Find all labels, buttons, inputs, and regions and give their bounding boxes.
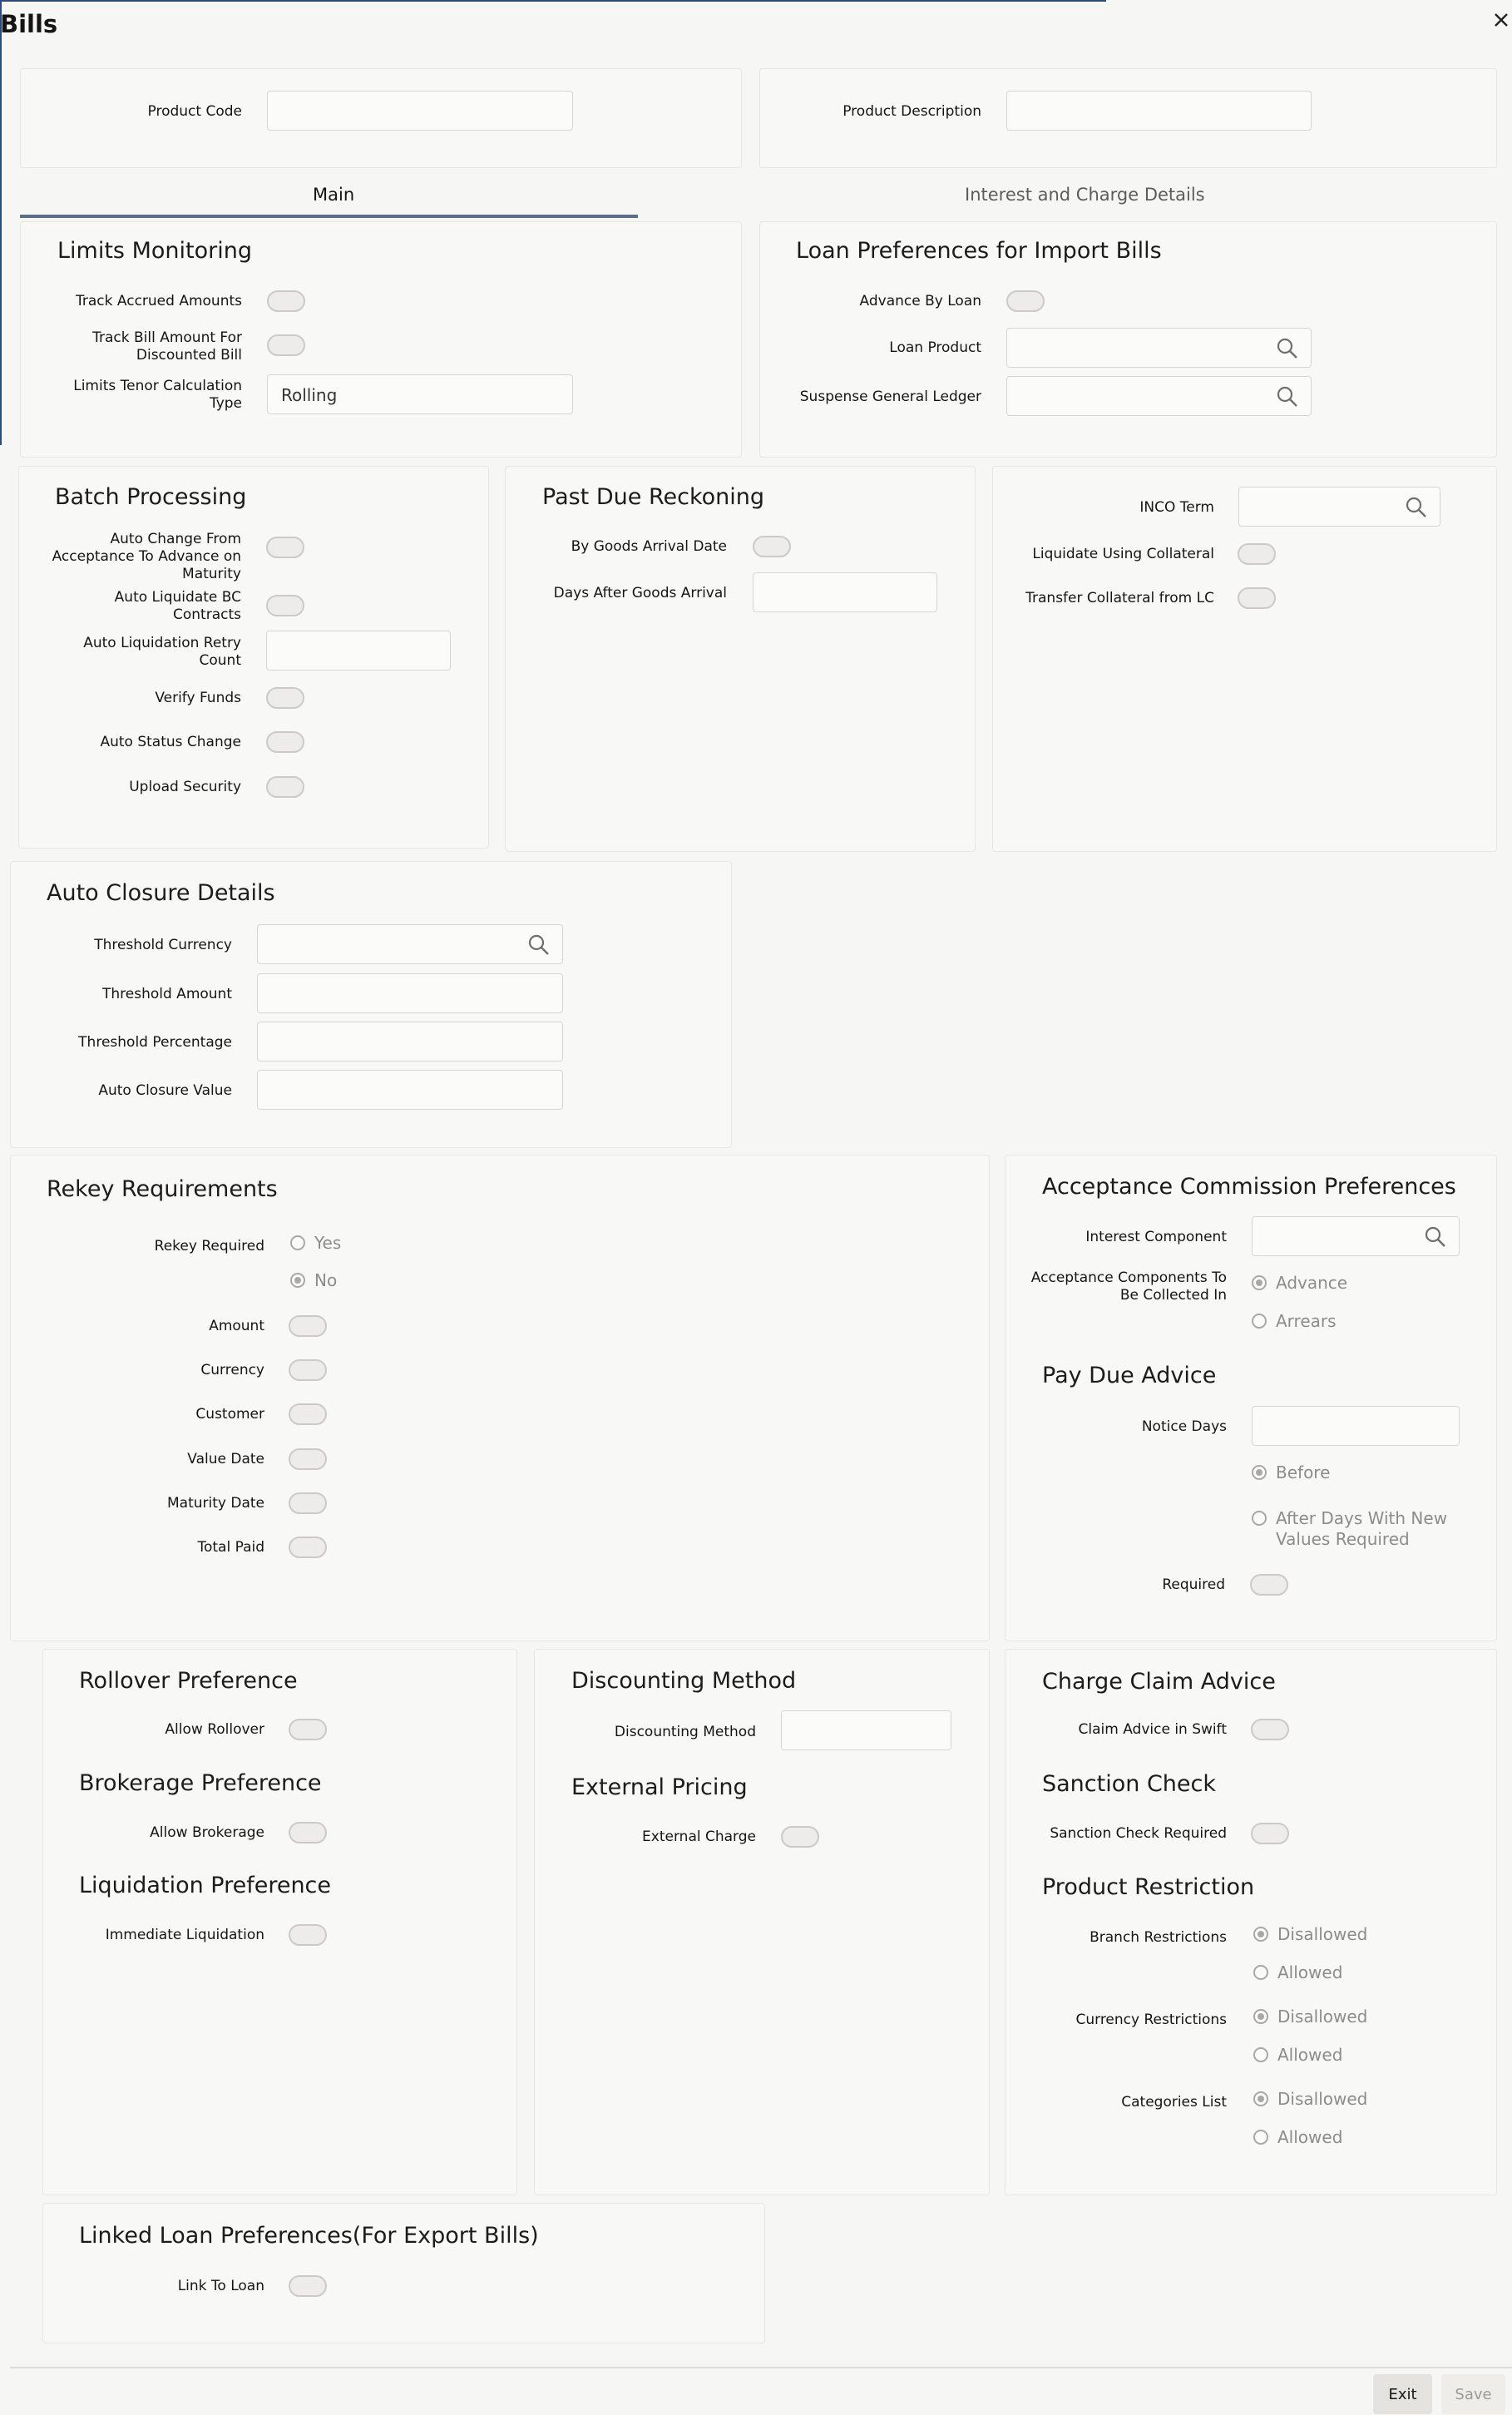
verify-funds-label: Verify Funds <box>155 690 241 706</box>
retry-count-label: Auto Liquidation Retry Count <box>83 635 241 669</box>
limits-tenor-label: Limits Tenor Calculation Type <box>73 378 242 412</box>
auto-closure-value-label: Auto Closure Value <box>98 1082 232 1099</box>
currency-disallowed-label: Disallowed <box>1277 2007 1368 2027</box>
exit-button[interactable]: Exit <box>1373 2374 1432 2414</box>
currency-disallowed-radio[interactable] <box>1253 2009 1268 2024</box>
search-icon[interactable] <box>527 933 551 957</box>
search-icon[interactable] <box>1276 337 1299 360</box>
acceptance-components-label: Acceptance Components To Be Collected In <box>1030 1269 1227 1304</box>
product-code-label: Product Code <box>147 103 242 120</box>
tab-interest-charge[interactable]: Interest and Charge Details <box>965 185 1205 205</box>
arrears-label: Arrears <box>1276 1311 1337 1331</box>
after-days-radio[interactable] <box>1252 1511 1267 1526</box>
track-bill-amount-label: Track Bill Amount For Discounted Bill <box>92 329 242 364</box>
rekey-customer-label: Customer <box>195 1406 264 1423</box>
auto-closure-title: Auto Closure Details <box>47 880 275 906</box>
currency-allowed-radio[interactable] <box>1253 2047 1268 2062</box>
limits-monitoring-title: Limits Monitoring <box>57 238 252 264</box>
upload-security-toggle[interactable] <box>266 776 304 798</box>
threshold-currency-label: Threshold Currency <box>94 937 232 953</box>
by-goods-arrival-toggle[interactable] <box>753 536 791 557</box>
days-after-input[interactable] <box>753 572 937 612</box>
discounting-method-input[interactable] <box>781 1710 951 1750</box>
rekey-yes-label: Yes <box>314 1233 342 1253</box>
discounting-method-label: Discounting Method <box>614 1724 756 1740</box>
auto-closure-value-input[interactable] <box>257 1070 563 1110</box>
sanction-required-label: Sanction Check Required <box>1050 1825 1227 1842</box>
liquidate-collateral-toggle[interactable] <box>1238 543 1276 565</box>
link-to-loan-label: Link To Loan <box>177 2278 264 2294</box>
claim-swift-label: Claim Advice in Swift <box>1078 1721 1227 1738</box>
auto-liquidate-label: Auto Liquidate BC Contracts <box>114 589 241 623</box>
rollover-title: Rollover Preference <box>79 1668 298 1694</box>
inco-term-label: INCO Term <box>1139 499 1214 516</box>
window-left-border <box>0 0 2 445</box>
window-title: Bills <box>0 10 58 38</box>
allow-rollover-toggle[interactable] <box>289 1719 327 1740</box>
notice-days-input[interactable] <box>1252 1406 1460 1446</box>
loan-product-label: Loan Product <box>889 339 981 356</box>
threshold-percentage-label: Threshold Percentage <box>78 1034 232 1051</box>
auto-status-label: Auto Status Change <box>100 734 241 750</box>
past-due-panel <box>505 466 976 852</box>
branch-restrictions-label: Branch Restrictions <box>1090 1929 1227 1946</box>
restriction-title: Product Restriction <box>1042 1874 1255 1900</box>
loan-product-input[interactable] <box>1006 328 1312 368</box>
search-icon[interactable] <box>1424 1225 1447 1249</box>
branch-disallowed-label: Disallowed <box>1277 1924 1368 1944</box>
liquidate-collateral-label: Liquidate Using Collateral <box>1032 546 1214 562</box>
suspense-gl-input[interactable] <box>1006 376 1312 416</box>
discounting-title: Discounting Method <box>571 1668 797 1694</box>
after-days-label: After Days With New Values Required <box>1276 1508 1448 1549</box>
currency-restrictions-label: Currency Restrictions <box>1075 2012 1227 2028</box>
rekey-currency-toggle[interactable] <box>289 1359 327 1381</box>
categories-allowed-label: Allowed <box>1277 2127 1343 2147</box>
categories-disallowed-radio[interactable] <box>1253 2091 1268 2106</box>
inco-term-input[interactable] <box>1238 487 1440 527</box>
branch-disallowed-radio[interactable] <box>1253 1927 1268 1942</box>
suspense-gl-label: Suspense General Ledger <box>799 388 981 405</box>
auto-status-toggle[interactable] <box>266 731 304 753</box>
threshold-percentage-input[interactable] <box>257 1022 563 1062</box>
rekey-required-label: Rekey Required <box>154 1238 264 1255</box>
limits-tenor-input[interactable] <box>267 374 573 414</box>
rekey-yes-radio[interactable] <box>290 1235 305 1250</box>
external-charge-label: External Charge <box>642 1829 756 1845</box>
rekey-title: Rekey Requirements <box>47 1176 278 1202</box>
product-description-label: Product Description <box>842 103 981 120</box>
auto-change-label: Auto Change From Acceptance To Advance on Maturity <box>52 531 241 582</box>
days-after-label: Days After Goods Arrival <box>553 585 727 601</box>
pay-due-title: Pay Due Advice <box>1042 1363 1217 1388</box>
rekey-maturity-date-toggle[interactable] <box>289 1492 327 1514</box>
advance-label: Advance <box>1276 1273 1348 1293</box>
advance-by-loan-toggle[interactable] <box>1006 290 1045 312</box>
batch-processing-title: Batch Processing <box>55 484 247 510</box>
interest-component-input[interactable] <box>1252 1216 1460 1256</box>
required-toggle[interactable] <box>1250 1574 1288 1596</box>
transfer-collateral-toggle[interactable] <box>1238 587 1276 609</box>
limits-tenor-value: Rolling <box>281 385 338 405</box>
track-bill-amount-toggle[interactable] <box>267 334 305 356</box>
auto-change-toggle[interactable] <box>266 537 304 558</box>
save-button[interactable]: Save <box>1441 2374 1505 2414</box>
search-icon[interactable] <box>1276 385 1299 408</box>
branch-allowed-radio[interactable] <box>1253 1965 1268 1980</box>
categories-disallowed-label: Disallowed <box>1277 2089 1368 2109</box>
allow-rollover-label: Allow Rollover <box>165 1721 264 1738</box>
track-accrued-label: Track Accrued Amounts <box>76 293 242 309</box>
rekey-maturity-date-label: Maturity Date <box>167 1495 264 1512</box>
auto-liquidate-toggle[interactable] <box>266 595 304 616</box>
sanction-required-toggle[interactable] <box>1251 1823 1289 1844</box>
rekey-total-paid-label: Total Paid <box>197 1539 264 1556</box>
immediate-liquidation-label: Immediate Liquidation <box>105 1927 264 1943</box>
verify-funds-toggle[interactable] <box>266 687 304 709</box>
liquidation-title: Liquidation Preference <box>79 1873 332 1898</box>
linked-loan-title: Linked Loan Preferences(For Export Bills) <box>79 2223 539 2249</box>
acceptance-title: Acceptance Commission Preferences <box>1042 1174 1456 1200</box>
brokerage-title: Brokerage Preference <box>79 1770 322 1796</box>
before-label: Before <box>1276 1462 1331 1482</box>
rekey-currency-label: Currency <box>200 1362 264 1378</box>
window-top-border <box>0 0 1106 2</box>
claim-swift-toggle[interactable] <box>1251 1719 1289 1740</box>
allow-brokerage-label: Allow Brokerage <box>150 1824 264 1841</box>
rekey-amount-label: Amount <box>209 1318 264 1334</box>
advance-radio[interactable] <box>1252 1275 1267 1290</box>
retry-count-input[interactable] <box>266 631 451 671</box>
threshold-amount-label: Threshold Amount <box>102 986 232 1002</box>
allow-brokerage-toggle[interactable] <box>289 1822 327 1843</box>
branch-allowed-label: Allowed <box>1277 1962 1343 1982</box>
external-pricing-title: External Pricing <box>571 1774 748 1800</box>
close-icon[interactable] <box>1493 12 1510 28</box>
rekey-no-radio[interactable] <box>290 1273 305 1288</box>
rekey-no-label: No <box>314 1270 338 1290</box>
link-to-loan-toggle[interactable] <box>289 2275 327 2297</box>
threshold-currency-input[interactable] <box>257 924 563 964</box>
footer-divider <box>10 2367 1512 2368</box>
past-due-title: Past Due Reckoning <box>542 484 765 510</box>
immediate-liquidation-toggle[interactable] <box>289 1924 327 1946</box>
upload-security-label: Upload Security <box>129 779 241 795</box>
by-goods-arrival-label: By Goods Arrival Date <box>571 538 727 555</box>
advance-by-loan-label: Advance By Loan <box>859 293 981 309</box>
charge-claim-title: Charge Claim Advice <box>1042 1669 1276 1695</box>
search-icon[interactable] <box>1405 496 1428 519</box>
categories-list-label: Categories List <box>1121 2094 1227 2111</box>
rekey-panel <box>10 1155 990 1641</box>
rekey-amount-toggle[interactable] <box>289 1315 327 1337</box>
arrears-radio[interactable] <box>1252 1314 1267 1329</box>
currency-allowed-label: Allowed <box>1277 2045 1343 2065</box>
loan-preferences-title: Loan Preferences for Import Bills <box>796 238 1162 264</box>
sanction-title: Sanction Check <box>1042 1771 1216 1797</box>
track-accrued-toggle[interactable] <box>267 290 305 312</box>
notice-days-label: Notice Days <box>1141 1418 1227 1435</box>
tab-main-underline <box>20 215 638 218</box>
tab-main[interactable]: Main <box>313 185 355 205</box>
rekey-total-paid-toggle[interactable] <box>289 1537 327 1558</box>
product-description-input[interactable] <box>1006 91 1312 131</box>
rekey-value-date-toggle[interactable] <box>289 1448 327 1470</box>
transfer-collateral-label: Transfer Collateral from LC <box>1025 590 1214 606</box>
required-label: Required <box>1162 1576 1225 1593</box>
before-radio[interactable] <box>1252 1465 1267 1480</box>
product-code-input[interactable] <box>267 91 573 131</box>
rollover-panel <box>42 1649 517 2195</box>
threshold-amount-input[interactable] <box>257 973 563 1013</box>
rekey-customer-toggle[interactable] <box>289 1403 327 1425</box>
rekey-value-date-label: Value Date <box>187 1451 264 1467</box>
categories-allowed-radio[interactable] <box>1253 2130 1268 2145</box>
interest-component-label: Interest Component <box>1085 1229 1227 1245</box>
external-charge-toggle[interactable] <box>781 1826 819 1848</box>
